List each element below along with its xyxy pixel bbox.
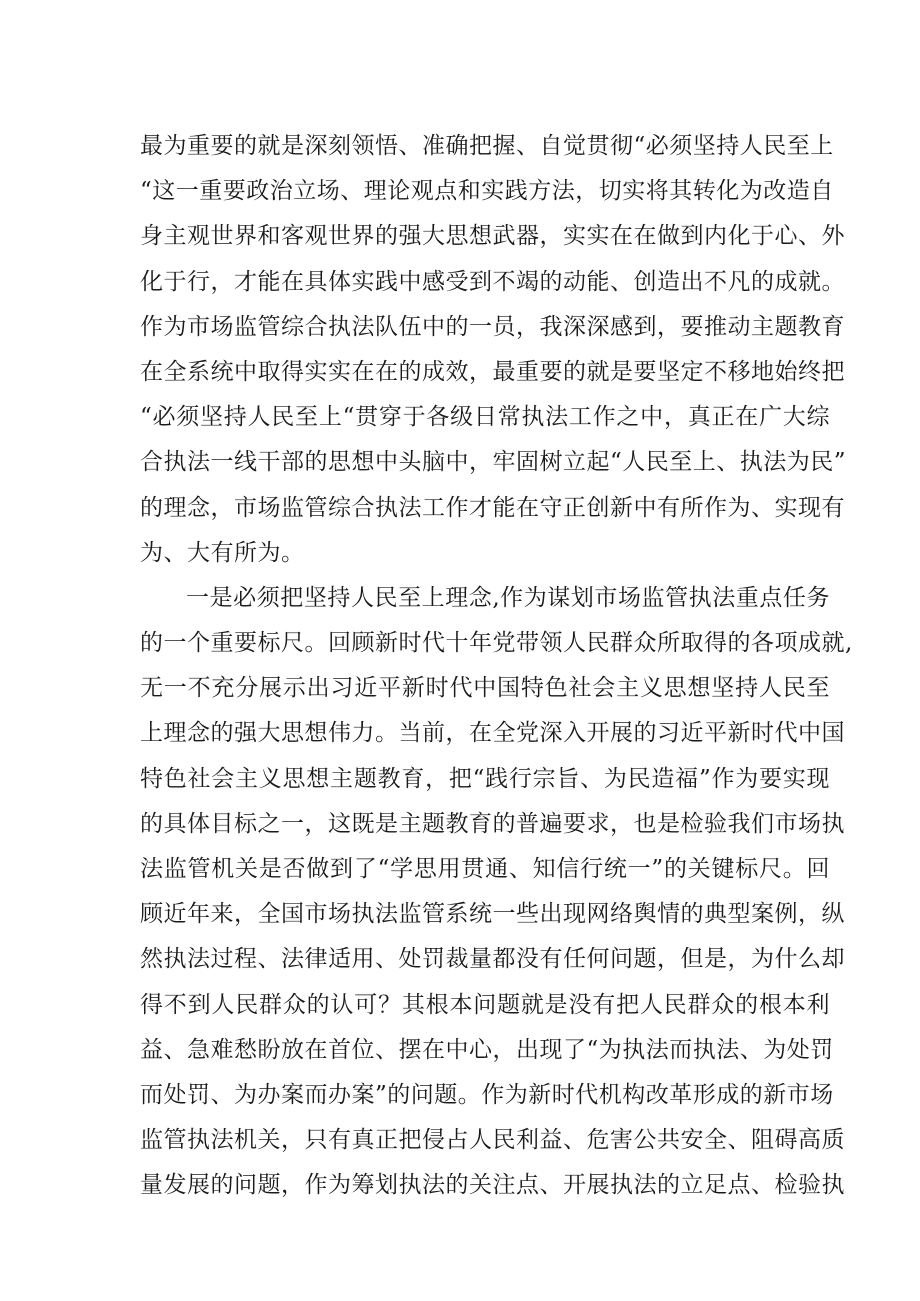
paragraph-2	[140, 576, 853, 1209]
paragraph-1	[140, 124, 847, 576]
text-line: 益、急难愁盼放在首位、摆在中心，出现了“为执法而执法、为处罚	[140, 1036, 834, 1063]
text-line: 一是必须把坚持人民至上理念,作为谋划市场监管执法重点任务	[186, 584, 830, 611]
text-line: 的理念，市场监管综合执法工作才能在守正创新中有所作为、实现有	[140, 494, 845, 521]
text-line: 在全系统中取得实实在在的成效，最重要的就是要坚定不移地始终把	[140, 358, 845, 385]
text-line: 无一不充分展示出习近平新时代中国特色社会主义思想坚持人民至	[140, 675, 830, 702]
text-line: 上理念的强大思想伟力。当前，在全党深入开展的习近平新时代中国	[140, 720, 845, 747]
text-line: 监管执法机关，只有真正把侵占人民利益、危害公共安全、阻碍高质	[140, 1127, 845, 1154]
text-line: 身主观世界和客观世界的强大思想武器，实实在在做到内化于心、外	[140, 223, 845, 250]
text-line: 最为重要的就是深刻领悟、准确把握、自觉贯彻“必须坚持人民至上	[140, 133, 834, 159]
text-line: 作为市场监管综合执法队伍中的一员，我深深感到，要推动主题教育	[140, 313, 845, 340]
text-line: 而处罚、为办案而办案”的问题。作为新时代机构改革形成的新市场	[140, 1081, 834, 1108]
text-line: 量发展的问题，作为筹划执法的关注点、开展执法的立足点、检验执	[140, 1172, 845, 1199]
text-line: 为、大有所为。	[140, 539, 305, 566]
text-line: 然执法过程、法律适用、处罚裁量都没有任何问题，但是，为什么却	[140, 946, 845, 973]
text-line: 法监管机关是否做到了“学思用贯通、知信行统一”的关键标尺。回	[140, 856, 830, 882]
text-line: 特色社会主义思想主题教育，把“践行宗旨、为民造福”作为要实现	[140, 765, 830, 792]
document-body	[140, 124, 853, 1209]
text-line: 得不到人民群众的认可？其根本问题就是没有把人民群众的根本利	[140, 991, 830, 1018]
text-line: 的一个重要标尺。回顾新时代十年党带领人民群众所取得的各项成就,	[140, 630, 853, 657]
text-line: 化于行，才能在具体实践中感受到不竭的动能、创造出不凡的成就。	[140, 268, 845, 295]
text-line: 的具体目标之一，这既是主题教育的普遍要求，也是检验我们市场执	[140, 810, 845, 837]
text-line: “必须坚持人民至上“贯穿于各级日常执法工作之中，真正在广大综	[140, 404, 830, 431]
text-line: “这一重要政治立场、理论观点和实践方法，切实将其转化为改造自	[140, 178, 834, 205]
text-line: 合执法一线干部的思想中头脑中，牢固树立起“人民至上、执法为民”	[140, 449, 847, 476]
text-line: 顾近年来，全国市场执法监管系统一些出现网络舆情的典型案例，纵	[140, 901, 845, 928]
